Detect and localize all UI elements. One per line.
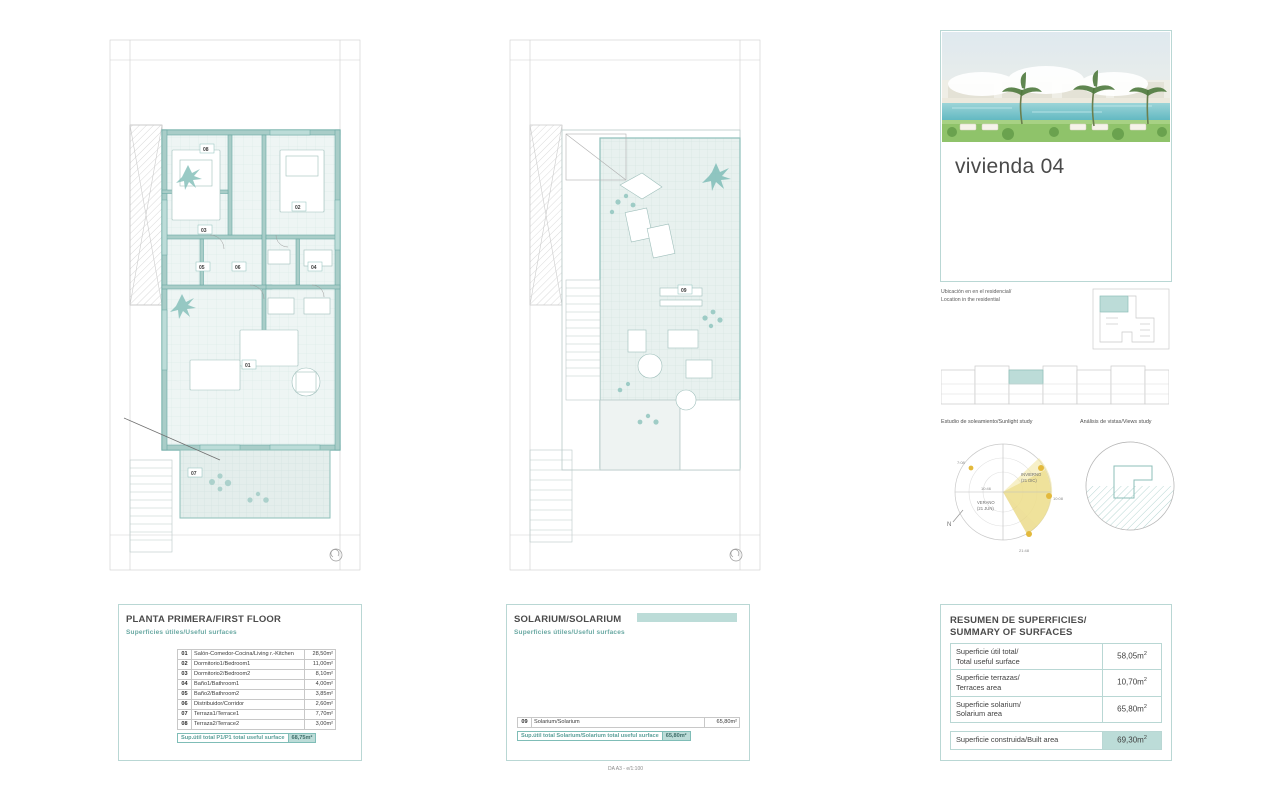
- summary-label-en: Solarium area: [956, 709, 1003, 719]
- row-number: 06: [178, 699, 192, 709]
- location-caption-line1: Ubicación en en el residencial/: [941, 289, 1012, 295]
- table-row: [178, 679, 336, 689]
- summary-title-line1: RESUMEN DE SUPERFICIES/: [950, 615, 1087, 626]
- row-number: 01: [178, 650, 192, 660]
- table-row: [178, 659, 336, 669]
- first-floor-total-row: [177, 733, 336, 743]
- winter-label: INVIERNO: [1021, 472, 1042, 477]
- table-row: [951, 696, 1162, 722]
- summary-title: [950, 615, 1087, 639]
- scale-note: DA A3 - e/1:100: [608, 766, 644, 772]
- summary-table: [950, 643, 1162, 750]
- row-value: 3,85m²: [305, 689, 336, 699]
- row-number: 08: [178, 719, 192, 729]
- row-desc: Baño2/Bathroom2: [192, 689, 305, 699]
- row-number: 03: [178, 669, 192, 679]
- row-value: 3,00m²: [305, 719, 336, 729]
- svg-text:09: 09: [681, 288, 687, 294]
- row-desc: Dormitorio1/Bedroom1: [192, 659, 305, 669]
- row-number: 02: [178, 659, 192, 669]
- summary-row-value: $65,80m^2$: [1103, 696, 1162, 722]
- views-diagram: [1078, 430, 1188, 555]
- row-desc: Baño1/Bathroom1: [192, 679, 305, 689]
- site-key-plan: [1092, 288, 1170, 355]
- summary-row-value: $10,70m^2$: [1103, 670, 1162, 696]
- first-floor-panel-subtitle: Superficies útiles/Useful surfaces: [126, 629, 237, 636]
- solarium-title-highlight: [637, 613, 737, 622]
- svg-text:06: 06: [235, 265, 241, 271]
- table-row: [178, 709, 336, 719]
- first-floor-plan: [100, 30, 370, 590]
- row-value: 4,00m²: [305, 679, 336, 689]
- sun-time-2: 10:46: [981, 486, 992, 491]
- solarium-panel-title: SOLARIUM/SOLARIUM: [514, 614, 622, 625]
- solarium-total-value: 65,80m²: [663, 731, 691, 741]
- row-desc: Distribuidor/Corridor: [192, 699, 305, 709]
- table-row: [951, 670, 1162, 696]
- built-area-table: [950, 731, 1162, 750]
- first-floor-total-label: Sup.útil total P1/P1 total useful surface: [177, 733, 289, 743]
- svg-text:01: 01: [245, 363, 251, 369]
- row-value: 11,00m²: [305, 659, 336, 669]
- first-floor-surface-table: [177, 649, 336, 743]
- unit-card: [940, 30, 1172, 282]
- table-row: [951, 644, 1162, 670]
- sunlight-study-label: Estudio de soleamiento/Sunlight study: [941, 419, 1033, 425]
- svg-text:08: 08: [203, 147, 209, 153]
- north-label: N: [947, 522, 952, 528]
- views-study-label: Análisis de vistas/Views study: [1080, 419, 1152, 425]
- unit-title: vivienda 04: [955, 155, 1065, 178]
- solarium-plan-svg: [500, 30, 770, 590]
- location-caption: [941, 289, 1011, 305]
- summer-label: VERANO: [977, 500, 995, 505]
- table-row: [178, 719, 336, 729]
- first-floor-legend-panel: [118, 604, 362, 761]
- summary-row-label: [951, 670, 1103, 696]
- summer-date: (21 JUN): [977, 506, 994, 511]
- solarium-total-row: [517, 731, 740, 741]
- table-row: [178, 669, 336, 679]
- row-number: 09: [518, 718, 532, 728]
- row-value: 65,80m²: [705, 718, 740, 728]
- solarium-panel-subtitle: Superficies útiles/Useful surfaces: [514, 629, 625, 636]
- building-block-key: [941, 362, 1169, 419]
- row-desc: Solarium/Solarium: [532, 718, 705, 728]
- solarium-surface-table: [517, 717, 740, 741]
- built-area-value: $69,30m^2$: [1103, 731, 1162, 749]
- svg-text:07: 07: [191, 471, 197, 477]
- table-row: [178, 699, 336, 709]
- solarium-legend-panel: [506, 604, 750, 761]
- winter-date: (21 DIC): [1021, 478, 1037, 483]
- location-caption-line2: Location in the residential: [941, 296, 1000, 303]
- row-value: 2,60m²: [305, 699, 336, 709]
- sun-time-1: 7:08: [957, 460, 965, 465]
- sun-time-4: 21:48: [1019, 548, 1030, 553]
- summary-row-label: [951, 644, 1103, 670]
- svg-text:02: 02: [295, 205, 301, 211]
- first-floor-total-value: 68,75m²: [289, 733, 317, 743]
- summary-row-value: $58,05m^2$: [1103, 644, 1162, 670]
- table-row: [518, 718, 740, 728]
- table-row: [178, 650, 336, 660]
- summary-row-label: [951, 696, 1103, 722]
- sun-time-3: 10:08: [1053, 496, 1064, 501]
- summary-label-es: Superficie solarium/: [956, 699, 1021, 709]
- row-value: 28,50m²: [305, 650, 336, 660]
- row-number: 07: [178, 709, 192, 719]
- first-floor-panel-title: PLANTA PRIMERA/FIRST FLOOR: [126, 614, 282, 625]
- summary-label-es: Superficie útil total/: [956, 647, 1019, 656]
- summary-panel: [940, 604, 1172, 761]
- row-value: 8,10m²: [305, 669, 336, 679]
- row-number: 05: [178, 689, 192, 699]
- svg-text:05: 05: [199, 265, 205, 271]
- svg-text:04: 04: [311, 265, 317, 271]
- row-number: 04: [178, 679, 192, 689]
- sunlight-diagram: [941, 430, 1071, 565]
- solarium-plan: [500, 30, 770, 590]
- row-desc: Terraza2/Terrace2: [192, 719, 305, 729]
- summary-label-en: Total useful surface: [956, 656, 1020, 666]
- row-desc: Terraza1/Terrace1: [192, 709, 305, 719]
- summary-label-es: Superficie terrazas/: [956, 673, 1020, 683]
- solarium-total-label: Sup.útil total Solarium/Solarium total useful surface: [517, 731, 663, 741]
- svg-text:03: 03: [201, 228, 207, 234]
- table-row: [951, 731, 1162, 749]
- first-floor-plan-svg: [100, 30, 370, 590]
- residential-render-image: [942, 32, 1170, 142]
- built-area-label: Superficie construida/Built area: [951, 731, 1103, 749]
- summary-label-en: Terraces area: [956, 682, 1002, 692]
- row-value: 7,70m²: [305, 709, 336, 719]
- row-desc: Salón-Comedor-Cocina/Living r.-Kitchen: [192, 650, 305, 660]
- row-desc: Dormitorio2/Bedroom2: [192, 669, 305, 679]
- table-row: [178, 689, 336, 699]
- summary-title-line2: SUMMARY OF SURFACES: [950, 626, 1073, 638]
